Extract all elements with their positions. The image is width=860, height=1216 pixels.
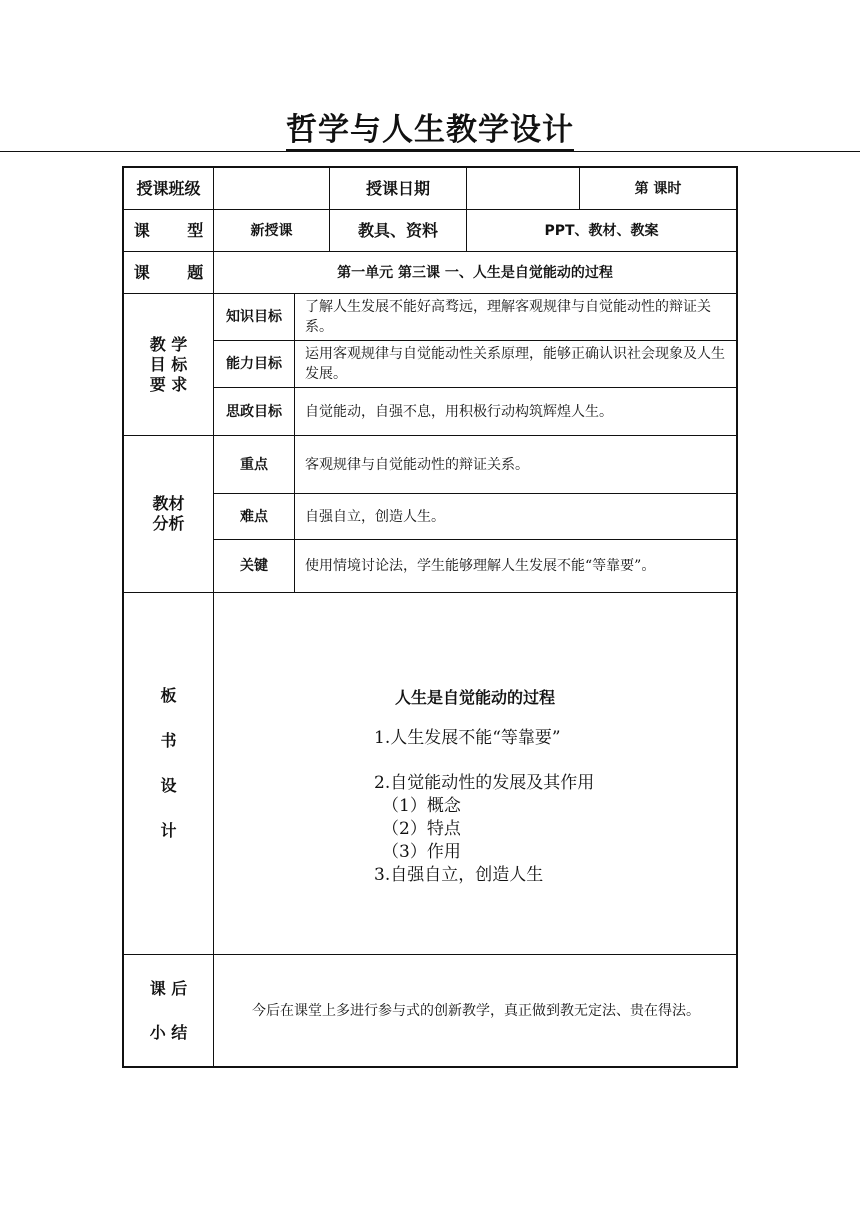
tools-value: PPT、教材、教案 bbox=[544, 222, 659, 239]
summary-label-line: 小 结 bbox=[149, 1022, 188, 1042]
goals-label bbox=[124, 294, 213, 435]
lesson-plan-table bbox=[122, 166, 738, 1068]
board-sub-3: （3）作用 bbox=[382, 842, 461, 862]
goal-ability-label: 能力目标 bbox=[226, 356, 282, 372]
board-line-2: 2.自觉能动性的发展及其作用 bbox=[374, 773, 595, 793]
board-label-char: 计 bbox=[160, 821, 177, 840]
type-value: 新授课 bbox=[250, 222, 293, 239]
goal-knowledge-text: 了解人生发展不能好高骛远，理解客观规律与自觉能动性的辩证关系。 bbox=[305, 299, 711, 335]
board-sub-1: （1）概念 bbox=[382, 796, 461, 816]
goal-knowledge-label: 知识目标 bbox=[226, 309, 282, 325]
key-method-label: 关键 bbox=[240, 558, 268, 574]
class-label: 授课班级 bbox=[136, 178, 201, 198]
board-heading: 人生是自觉能动的过程 bbox=[394, 688, 555, 707]
goal-ability-text: 运用客观规律与自觉能动性关系原理，能够正确认识社会现象及人生发展。 bbox=[305, 346, 725, 382]
board-outline bbox=[374, 727, 594, 887]
analysis-label-line: 教材 bbox=[152, 494, 185, 513]
date-value-field[interactable] bbox=[467, 168, 579, 209]
board-label bbox=[124, 593, 213, 954]
type-label: 课 型 bbox=[133, 220, 204, 240]
key-point-label: 重点 bbox=[240, 456, 268, 473]
board-sub-2: （2）特点 bbox=[382, 819, 461, 839]
key-point-text: 客观规律与自觉能动性的辩证关系。 bbox=[305, 456, 529, 473]
goal-ideology-text: 自觉能动，自强不息，用积极行动构筑辉煌人生。 bbox=[305, 403, 613, 420]
period-label: 第 课时 bbox=[634, 180, 682, 197]
page-title bbox=[0, 104, 860, 152]
topic-value: 第一单元 第三课 一、人生是自觉能动的过程 bbox=[337, 264, 613, 281]
goals-label-line: 教 学 bbox=[149, 334, 188, 354]
board-content bbox=[214, 593, 736, 954]
board-label-char: 板 bbox=[160, 686, 177, 705]
board-label-char: 设 bbox=[160, 776, 177, 795]
summary-text: 今后在课堂上多进行参与式的创新教学，真正做到教无定法、贵在得法。 bbox=[252, 1002, 700, 1019]
title-text: 哲学与人生教学设计 bbox=[0, 112, 860, 152]
goals-label-line: 目 标 bbox=[149, 354, 188, 374]
difficulty-text: 自强自立，创造人生。 bbox=[305, 508, 445, 525]
summary-label-line: 课 后 bbox=[149, 978, 188, 998]
summary-label bbox=[124, 955, 213, 1066]
board-line-1: 1.人生发展不能“等靠要” bbox=[374, 728, 561, 748]
key-method-text: 使用情境讨论法，学生能够理解人生发展不能“等靠要”。 bbox=[305, 558, 656, 574]
difficulty-label: 难点 bbox=[240, 508, 268, 525]
goal-ideology-label: 思政目标 bbox=[226, 403, 282, 420]
class-value-field[interactable] bbox=[214, 168, 329, 209]
board-line-3: 3.自强自立，创造人生 bbox=[374, 865, 544, 885]
topic-label: 课 题 bbox=[133, 262, 204, 282]
goals-label-line: 要 求 bbox=[149, 374, 188, 394]
date-label: 授课日期 bbox=[365, 178, 430, 198]
analysis-label bbox=[124, 436, 213, 592]
tools-label: 教具、资料 bbox=[357, 220, 438, 240]
board-label-char: 书 bbox=[160, 731, 177, 750]
analysis-label-line: 分析 bbox=[152, 514, 185, 533]
